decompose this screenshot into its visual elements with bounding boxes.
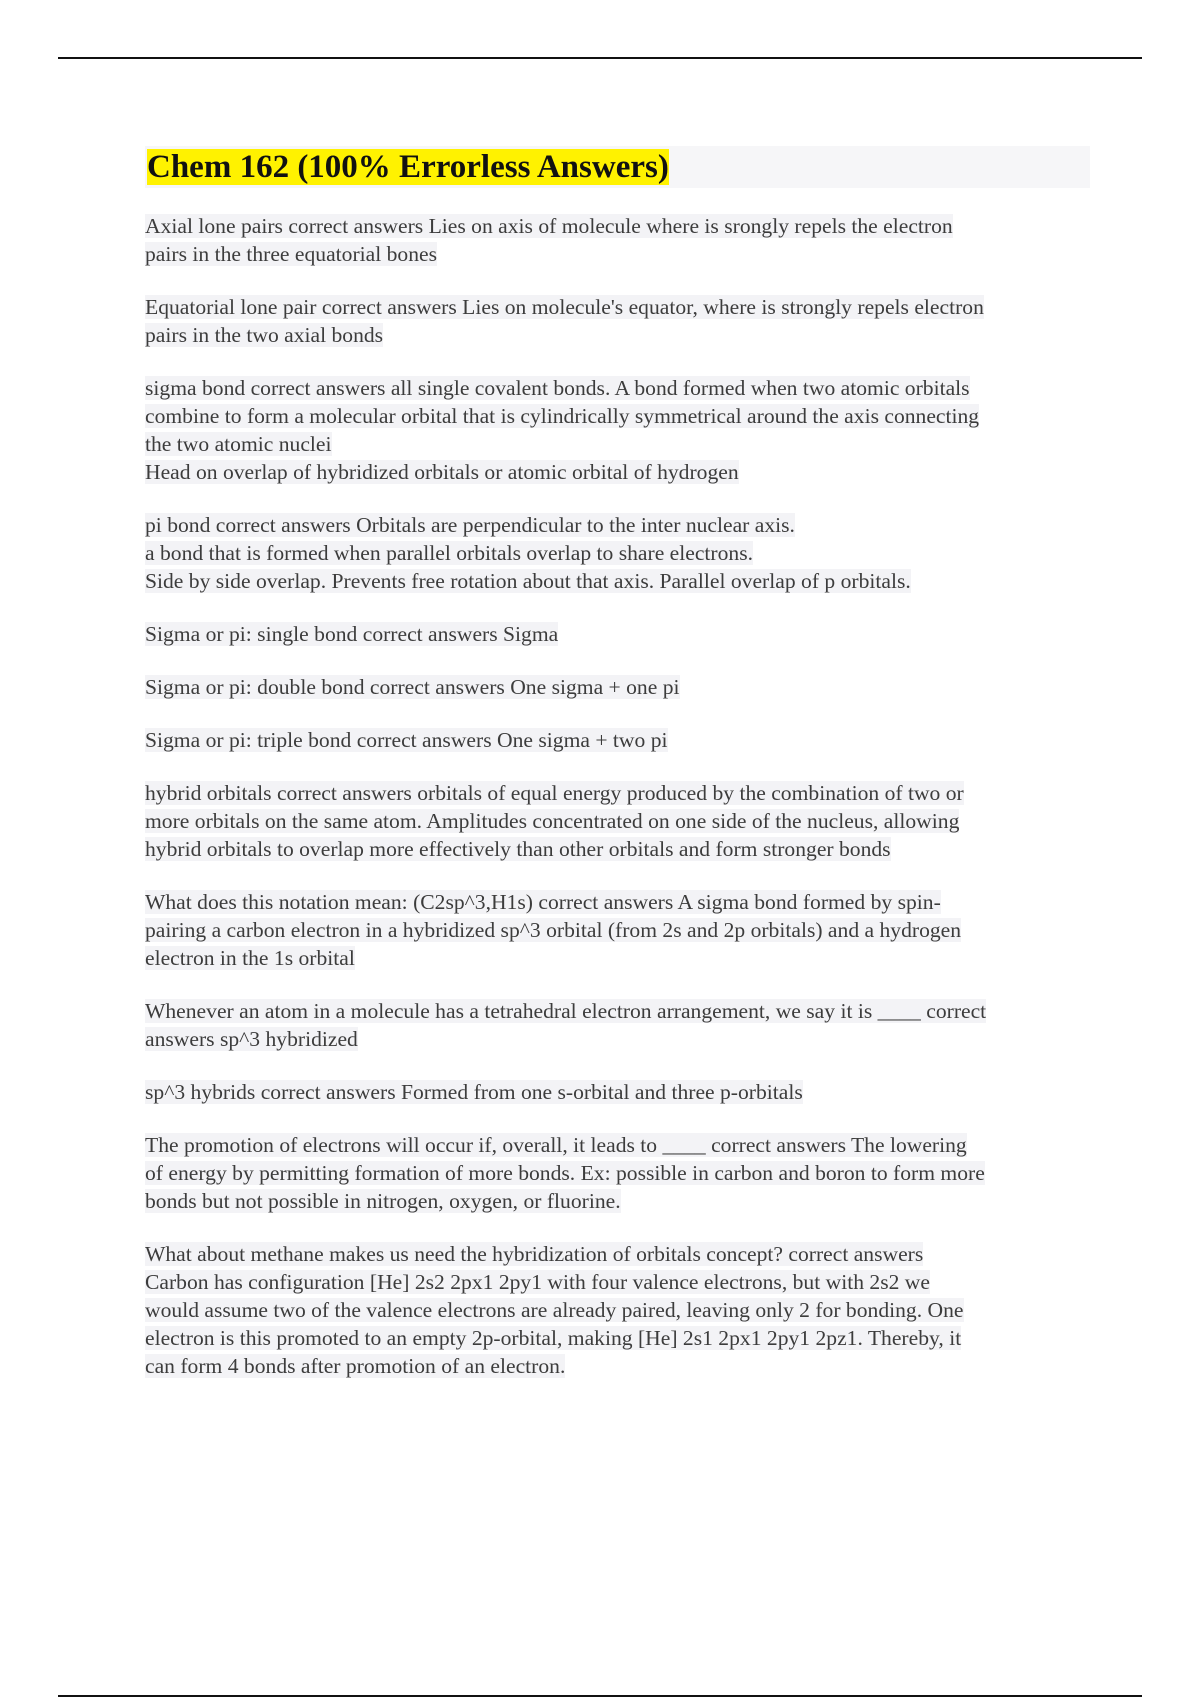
entry-line-text: the two atomic nuclei <box>145 432 332 456</box>
entry-line <box>145 1187 1090 1215</box>
document-body <box>145 146 1090 1405</box>
entry-line <box>145 458 1090 486</box>
entry-line-text: Side by side overlap. Prevents free rotation about that axis. Parallel overlap of p orbitals. <box>145 569 911 593</box>
qa-entry <box>145 997 1090 1053</box>
entry-line-text: Sigma or pi: single bond correct answers Sigma <box>145 622 559 646</box>
entry-line <box>145 888 1090 916</box>
qa-entry <box>145 888 1090 972</box>
entry-line-text: pairing a carbon electron in a hybridized sp^3 orbital (from 2s and 2p orbitals) and a hydrogen <box>145 918 962 942</box>
title-band <box>145 146 1090 188</box>
entry-line <box>145 673 1090 701</box>
qa-entry <box>145 673 1090 701</box>
entry-line-text: The promotion of electrons will occur if, overall, it leads to ____ correct answers The lowering <box>145 1133 967 1157</box>
entry-line <box>145 293 1090 321</box>
entry-line-text: pairs in the three equatorial bones <box>145 242 438 266</box>
entry-line <box>145 779 1090 807</box>
entry-line-text: What about methane makes us need the hybridization of orbitals concept? correct answers <box>145 1242 924 1266</box>
entry-line-text: Sigma or pi: double bond correct answers One sigma + one pi <box>145 675 680 699</box>
entry-line <box>145 1025 1090 1053</box>
entry-line-text: Head on overlap of hybridized orbitals or atomic orbital of hydrogen <box>145 460 739 484</box>
entry-line <box>145 1240 1090 1268</box>
footer-rule <box>58 1695 1142 1697</box>
entry-line-text: would assume two of the valence electrons are already paired, leaving only 2 for bonding. One <box>145 1298 964 1322</box>
entry-line <box>145 1078 1090 1106</box>
entry-line-text: pairs in the two axial bonds <box>145 323 384 347</box>
entry-line <box>145 1352 1090 1380</box>
entry-line-text: can form 4 bonds after promotion of an electron. <box>145 1354 566 1378</box>
entry-line <box>145 997 1090 1025</box>
qa-entry <box>145 726 1090 754</box>
qa-entry <box>145 1240 1090 1380</box>
entry-line <box>145 402 1090 430</box>
entry-line <box>145 1296 1090 1324</box>
header-rule <box>58 57 1142 59</box>
qa-entry <box>145 620 1090 648</box>
entry-line-text: sigma bond correct answers all single covalent bonds. A bond formed when two atomic orbitals <box>145 376 970 400</box>
entry-line-text: sp^3 hybrids correct answers Formed from one s-orbital and three p-orbitals <box>145 1080 803 1104</box>
entry-line <box>145 1324 1090 1352</box>
entry-line-text: hybrid orbitals correct answers orbitals of equal energy produced by the combination of two or <box>145 781 964 805</box>
entry-line-text: pi bond correct answers Orbitals are perpendicular to the inter nuclear axis. <box>145 513 795 537</box>
qa-entry <box>145 374 1090 486</box>
qa-entry <box>145 1131 1090 1215</box>
entry-line-text: combine to form a molecular orbital that is cylindrically symmetrical around the axis connecting <box>145 404 980 428</box>
entry-line <box>145 240 1090 268</box>
entry-line <box>145 321 1090 349</box>
entry-line <box>145 567 1090 595</box>
qa-entry <box>145 212 1090 268</box>
entry-line <box>145 944 1090 972</box>
qa-entry <box>145 1078 1090 1106</box>
entry-line <box>145 807 1090 835</box>
entry-line-text: answers sp^3 hybridized <box>145 1027 358 1051</box>
entry-line-text: bonds but not possible in nitrogen, oxygen, or fluorine. <box>145 1189 621 1213</box>
entry-line <box>145 620 1090 648</box>
entry-line <box>145 726 1090 754</box>
entry-line-text: more orbitals on the same atom. Amplitudes concentrated on one side of the nucleus, allowing <box>145 809 960 833</box>
qa-entry <box>145 293 1090 349</box>
entry-line-text: of energy by permitting formation of more bonds. Ex: possible in carbon and boron to form more <box>145 1161 985 1185</box>
entry-line-text: Sigma or pi: triple bond correct answers One sigma + two pi <box>145 728 668 752</box>
entry-line <box>145 916 1090 944</box>
entry-line-text: Carbon has configuration [He] 2s2 2px1 2py1 with four valence electrons, but with 2s2 we <box>145 1270 930 1294</box>
entry-line-text: hybrid orbitals to overlap more effectively than other orbitals and form stronger bonds <box>145 837 891 861</box>
qa-entries <box>145 212 1090 1380</box>
entry-line <box>145 430 1090 458</box>
entry-line-text: Whenever an atom in a molecule has a tetrahedral electron arrangement, we say it is ____ correct <box>145 999 987 1023</box>
entry-line <box>145 1268 1090 1296</box>
entry-line-text: electron is this promoted to an empty 2p-orbital, making [He] 2s1 2px1 2py1 2pz1. Thereby, it <box>145 1326 962 1350</box>
qa-entry <box>145 511 1090 595</box>
entry-line <box>145 835 1090 863</box>
qa-entry <box>145 779 1090 863</box>
entry-line <box>145 1159 1090 1187</box>
entry-line-text: Equatorial lone pair correct answers Lies on molecule's equator, where is strongly repels electron <box>145 295 984 319</box>
entry-line-text: electron in the 1s orbital <box>145 946 355 970</box>
entry-line-text: Axial lone pairs correct answers Lies on axis of molecule where is srongly repels the electron <box>145 214 953 238</box>
entry-line-text: a bond that is formed when parallel orbitals overlap to share electrons. <box>145 541 754 565</box>
entry-line <box>145 374 1090 402</box>
entry-line <box>145 1131 1090 1159</box>
entry-line <box>145 212 1090 240</box>
entry-line-text: What does this notation mean: (C2sp^3,H1s) correct answers A sigma bond formed by spin- <box>145 890 941 914</box>
title-highlight: Chem 162 (100% Errorless Answers) <box>147 149 669 185</box>
entry-line <box>145 511 1090 539</box>
entry-line <box>145 539 1090 567</box>
document-title <box>145 146 671 188</box>
